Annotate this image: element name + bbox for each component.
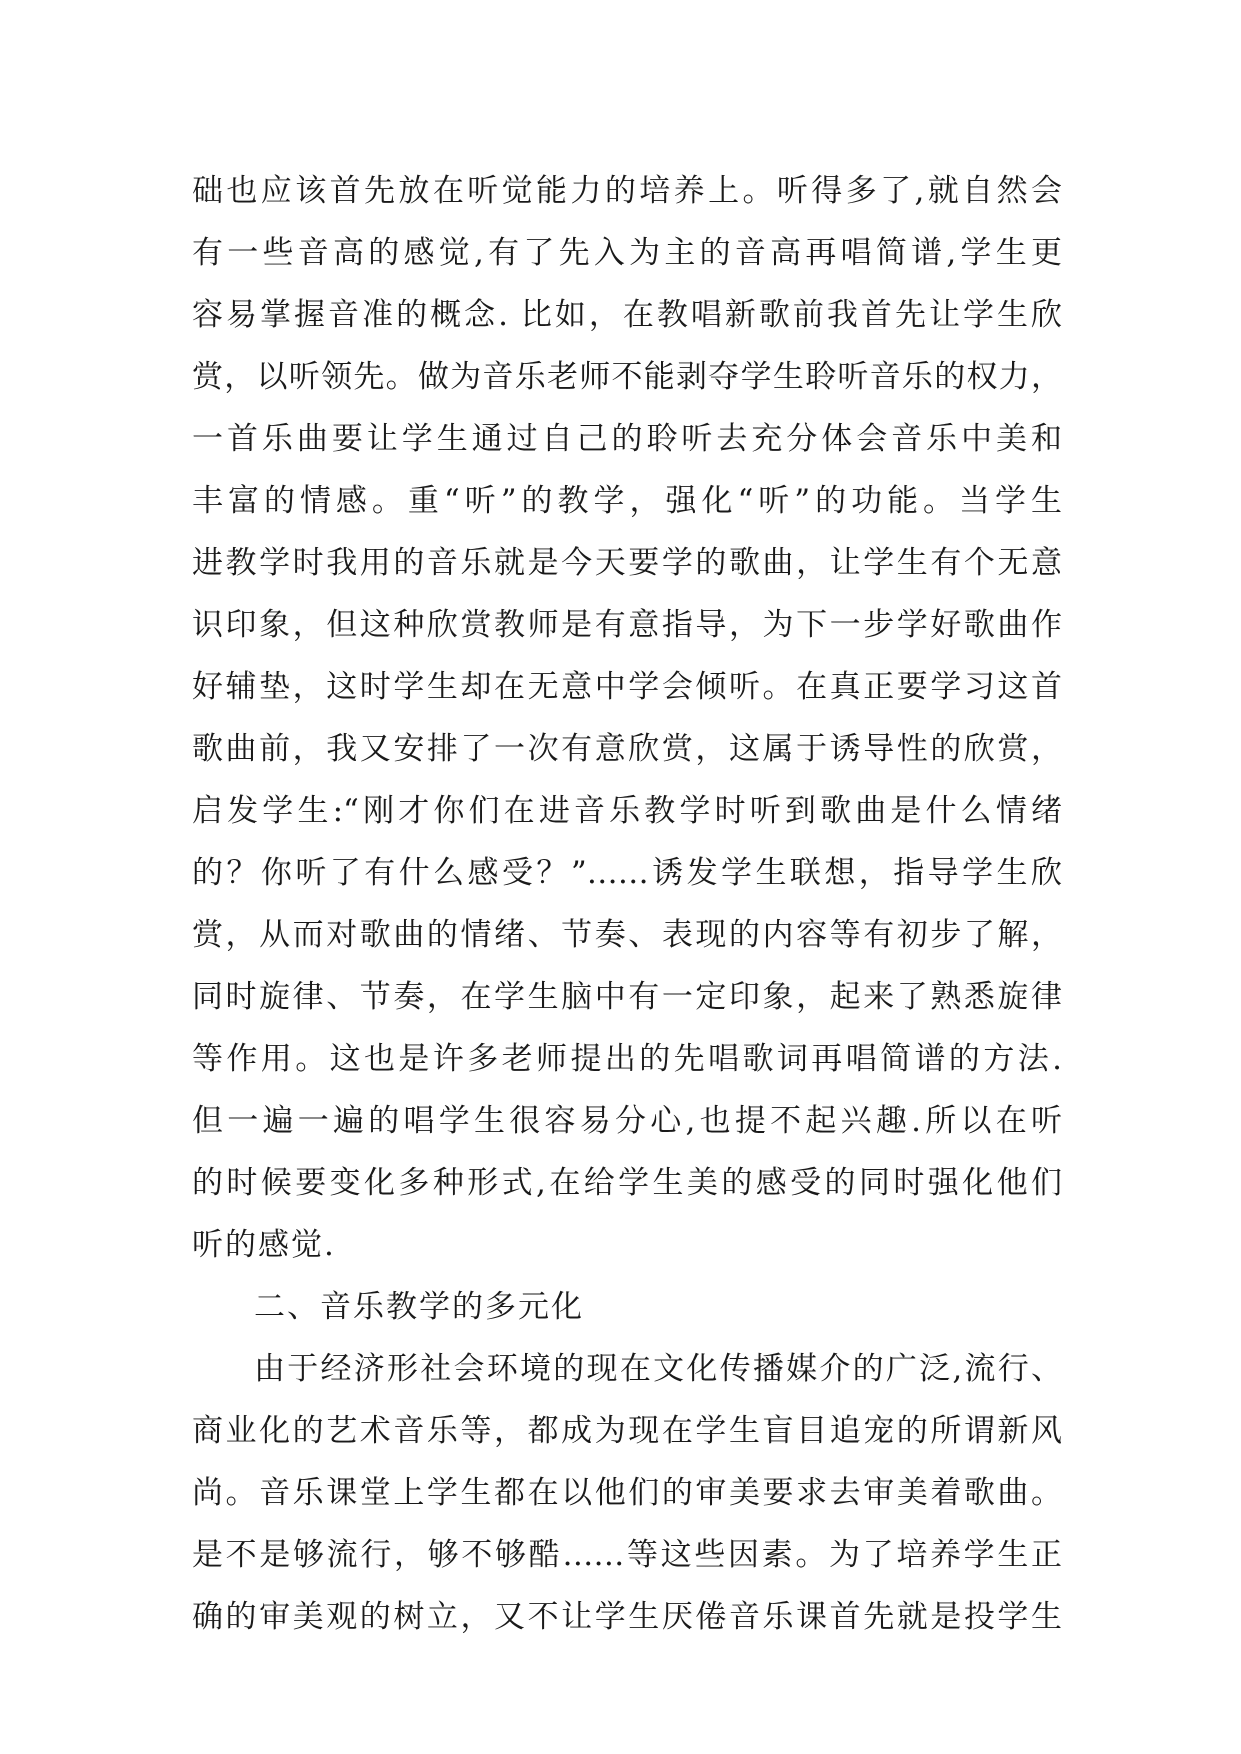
text-line: 好辅垫，这时学生却在无意中学会倾听。在真正要学习这首	[192, 669, 1062, 705]
text-line: 有一些音高的感觉,有了先入为主的音高再唱简谱,学生更	[192, 235, 1062, 271]
text-line-paragraph-start: 由于经济形社会环境的现在文化传播媒介的广泛,流行、	[254, 1351, 1062, 1387]
text-line: 一首乐曲要让学生通过自己的聆听去充分体会音乐中美和	[192, 421, 1062, 457]
text-line: 容易掌握音准的概念. 比如，在教唱新歌前我首先让学生欣	[192, 297, 1062, 333]
text-line: 等作用。这也是许多老师提出的先唱歌词再唱简谱的方法.	[192, 1041, 1062, 1077]
text-line: 商业化的艺术音乐等，都成为现在学生盲目追宠的所谓新风	[192, 1413, 1062, 1449]
text-line: 的时候要变化多种形式,在给学生美的感受的同时强化他们	[192, 1165, 1062, 1201]
text-line: 启发学生:“刚才你们在进音乐教学时听到歌曲是什么情绪	[192, 793, 1062, 829]
body-text	[192, 160, 1062, 1648]
text-line: 歌曲前，我又安排了一次有意欣赏，这属于诱导性的欣赏，	[192, 731, 1062, 767]
text-line: 尚。音乐课堂上学生都在以他们的审美要求去审美着歌曲。	[192, 1475, 1062, 1511]
text-line: 同时旋律、节奏，在学生脑中有一定印象，起来了熟悉旋律	[192, 979, 1062, 1015]
text-line: 进教学时我用的音乐就是今天要学的歌曲，让学生有个无意	[192, 545, 1062, 581]
text-line: 础也应该首先放在听觉能力的培养上。听得多了,就自然会	[192, 173, 1062, 209]
text-line-paragraph-end: 听的感觉.	[192, 1227, 336, 1263]
text-line: 但一遍一遍的唱学生很容易分心,也提不起兴趣.所以在听	[192, 1103, 1062, 1139]
text-line: 的？你听了有什么感受？”……诱发学生联想，指导学生欣	[192, 855, 1062, 891]
text-line: 赏，以听领先。做为音乐老师不能剥夺学生聆听音乐的权力，	[192, 359, 1062, 395]
text-line: 确的审美观的树立，又不让学生厌倦音乐课首先就是投学生	[192, 1599, 1062, 1635]
text-line: 丰富的情感。重“听”的教学，强化“听”的功能。当学生	[192, 483, 1062, 519]
text-line: 识印象，但这种欣赏教师是有意指导，为下一步学好歌曲作	[192, 607, 1062, 643]
text-line: 是不是够流行，够不够酷……等这些因素。为了培养学生正	[192, 1537, 1062, 1573]
text-line: 赏，从而对歌曲的情绪、节奏、表现的内容等有初步了解，	[192, 917, 1062, 953]
section-heading: 二、音乐教学的多元化	[254, 1289, 584, 1325]
